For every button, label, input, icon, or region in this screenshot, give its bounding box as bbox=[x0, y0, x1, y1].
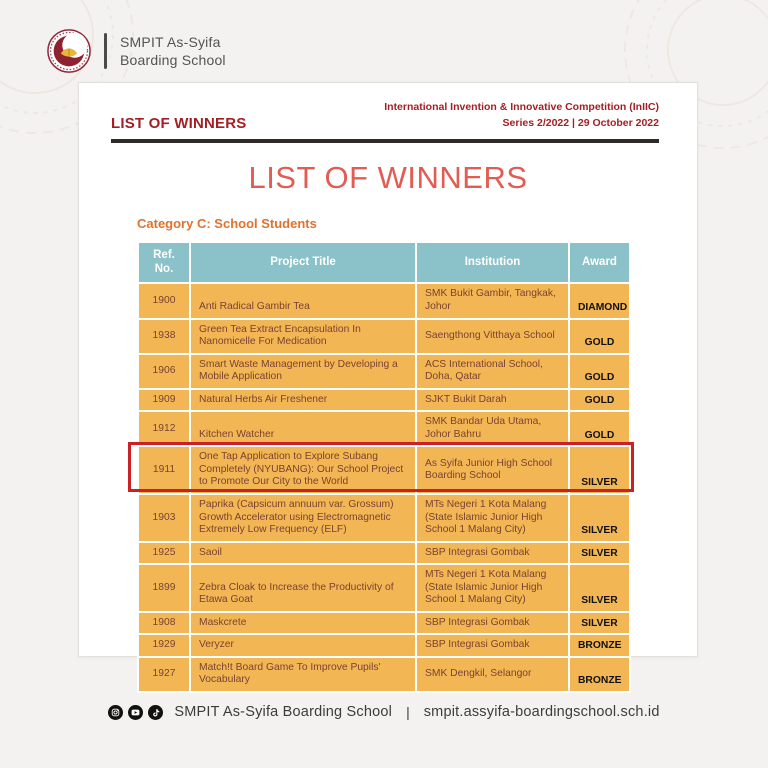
table-row bbox=[138, 564, 630, 612]
cell-institution: SMK Dengkil, Selangor bbox=[416, 657, 569, 692]
table-header-row bbox=[138, 242, 630, 284]
cell-award: SILVER bbox=[569, 446, 630, 494]
cell-institution: SBP Integrasi Gombak bbox=[416, 542, 569, 565]
table-row bbox=[138, 389, 630, 412]
cell-project-title: Veryzer bbox=[190, 634, 416, 657]
table-row bbox=[138, 612, 630, 635]
cell-ref-no: 1925 bbox=[138, 542, 190, 565]
page-title: LIST OF WINNERS bbox=[248, 159, 528, 195]
column-header-award: Award bbox=[569, 242, 630, 284]
social-icons bbox=[108, 705, 163, 720]
table-row bbox=[138, 354, 630, 389]
brand-header bbox=[46, 28, 226, 74]
document-header-title: LIST OF WINNERS bbox=[111, 114, 247, 132]
cell-project-title: Saoil bbox=[190, 542, 416, 565]
instagram-icon bbox=[108, 705, 123, 720]
cell-project-title: Anti Radical Gambir Tea bbox=[190, 283, 416, 318]
document-page bbox=[78, 82, 698, 687]
cell-award: DIAMOND bbox=[569, 283, 630, 318]
document-header bbox=[79, 83, 697, 132]
cell-award: SILVER bbox=[569, 564, 630, 612]
brand-divider bbox=[104, 33, 107, 69]
cell-project-title: One Tap Application to Explore Subang Completely (NYUBANG): Our School Project to Promote Our City to the World bbox=[190, 446, 416, 494]
footer-website: smpit.assyifa-boardingschool.sch.id bbox=[423, 704, 660, 720]
column-header-ref-no: Ref. No. bbox=[138, 242, 190, 284]
cell-ref-no: 1927 bbox=[138, 657, 190, 692]
cell-award: GOLD bbox=[569, 354, 630, 389]
brand-name-line1: SMPIT As-Syifa bbox=[120, 33, 221, 50]
cell-project-title: Green Tea Extract Encapsulation In Nanomicelle For Medication bbox=[190, 319, 416, 354]
cell-ref-no: 1903 bbox=[138, 494, 190, 542]
cell-ref-no: 1912 bbox=[138, 411, 190, 446]
column-header-project-title: Project Title bbox=[190, 242, 416, 284]
table-row bbox=[138, 542, 630, 565]
cell-project-title: Zebra Cloak to Increase the Productivity of Etawa Goat bbox=[190, 564, 416, 612]
cell-ref-no: 1938 bbox=[138, 319, 190, 354]
school-logo-icon bbox=[46, 28, 92, 74]
cell-award: BRONZE bbox=[569, 657, 630, 692]
cell-project-title: Kitchen Watcher bbox=[190, 411, 416, 446]
youtube-icon bbox=[128, 705, 143, 720]
cell-project-title: Natural Herbs Air Freshener bbox=[190, 389, 416, 412]
cell-ref-no: 1900 bbox=[138, 283, 190, 318]
table-row bbox=[138, 319, 630, 354]
table-row bbox=[138, 283, 630, 318]
cell-ref-no: 1911 bbox=[138, 446, 190, 494]
cell-ref-no: 1929 bbox=[138, 634, 190, 657]
column-header-institution: Institution bbox=[416, 242, 569, 284]
footer-separator: | bbox=[406, 704, 410, 720]
competition-name: International Invention & Innovative Competition (InIIC) bbox=[384, 101, 659, 113]
cell-ref-no: 1899 bbox=[138, 564, 190, 612]
cell-award: SILVER bbox=[569, 612, 630, 635]
header-rule bbox=[111, 139, 659, 143]
cell-award: BRONZE bbox=[569, 634, 630, 657]
tiktok-icon bbox=[148, 705, 163, 720]
cell-institution: SBP Integrasi Gombak bbox=[416, 634, 569, 657]
footer-school-name: SMPIT As-Syifa Boarding School bbox=[174, 704, 393, 720]
table-row bbox=[138, 634, 630, 657]
cell-project-title: Paprika (Capsicum annuum var. Grossum) Growth Accelerator using Electromagnetic Extremely Low Frequency (ELF) bbox=[190, 494, 416, 542]
cell-project-title: Maskcrete bbox=[190, 612, 416, 635]
cell-institution: SJKT Bukit Darah bbox=[416, 389, 569, 412]
cell-institution: SBP Integrasi Gombak bbox=[416, 612, 569, 635]
brand-name-line2: Boarding School bbox=[120, 52, 226, 68]
footer bbox=[0, 704, 768, 720]
competition-series-date: Series 2/2022 | 29 October 2022 bbox=[502, 117, 659, 130]
winners-table-wrap bbox=[137, 241, 629, 693]
cell-project-title: Smart Waste Management by Developing a Mobile Application bbox=[190, 354, 416, 389]
table-row bbox=[138, 446, 630, 494]
cell-award: GOLD bbox=[569, 411, 630, 446]
document-header-competition bbox=[384, 99, 659, 132]
winners-table bbox=[137, 241, 631, 693]
cell-institution: MTs Negeri 1 Kota Malang (State Islamic Junior High School 1 Malang City) bbox=[416, 564, 569, 612]
cell-institution: As Syifa Junior High School Boarding School bbox=[416, 446, 569, 494]
cell-ref-no: 1909 bbox=[138, 389, 190, 412]
cell-project-title: Match!t Board Game To Improve Pupils' Vocabulary bbox=[190, 657, 416, 692]
cell-award: GOLD bbox=[569, 389, 630, 412]
table-row bbox=[138, 494, 630, 542]
table-row bbox=[138, 411, 630, 446]
cell-award: SILVER bbox=[569, 542, 630, 565]
cell-institution: MTs Negeri 1 Kota Malang (State Islamic Junior High School 1 Malang City) bbox=[416, 494, 569, 542]
cell-institution: Saengthong Vitthaya School bbox=[416, 319, 569, 354]
cell-institution: SMK Bukit Gambir, Tangkak, Johor bbox=[416, 283, 569, 318]
cell-ref-no: 1906 bbox=[138, 354, 190, 389]
cell-institution: SMK Bandar Uda Utama, Johor Bahru bbox=[416, 411, 569, 446]
cell-award: SILVER bbox=[569, 494, 630, 542]
brand-name bbox=[120, 33, 226, 70]
table-row bbox=[138, 657, 630, 692]
cell-institution: ACS International School, Doha, Qatar bbox=[416, 354, 569, 389]
category-heading: Category C: School Students bbox=[137, 215, 317, 231]
cell-award: GOLD bbox=[569, 319, 630, 354]
cell-ref-no: 1908 bbox=[138, 612, 190, 635]
